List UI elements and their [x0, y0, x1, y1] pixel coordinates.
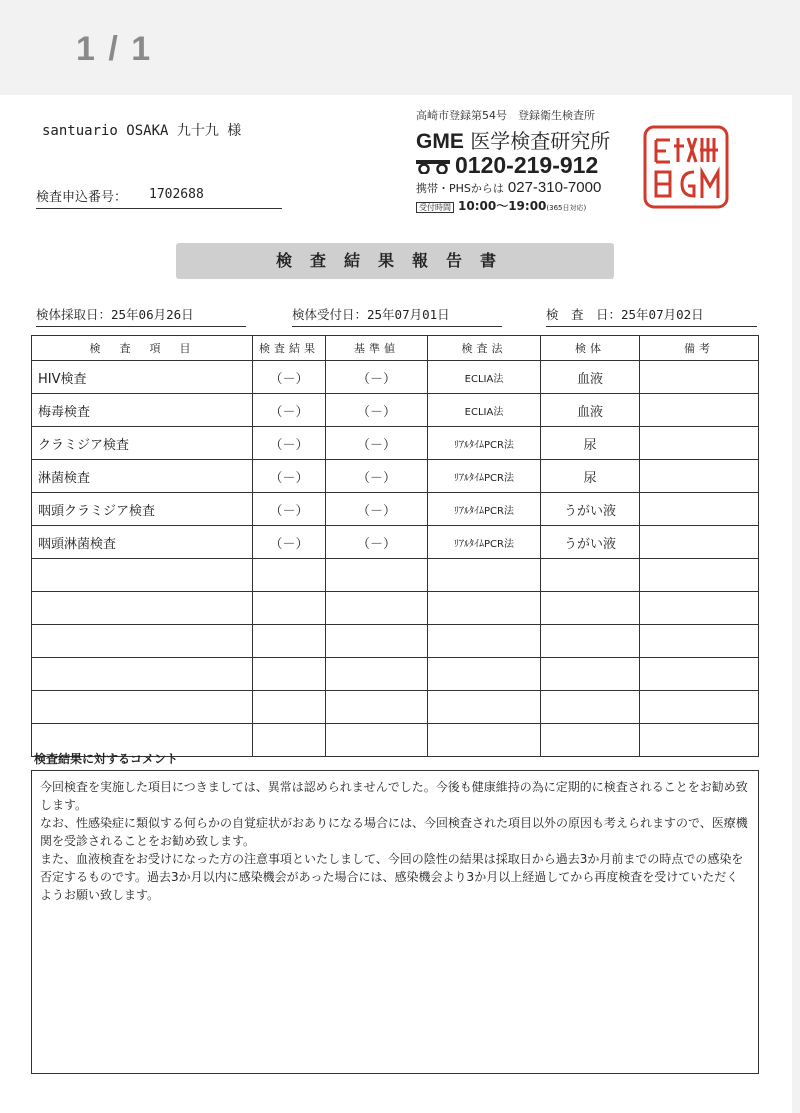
comment-paragraph: 今回検査を実施した項目につきましては、異常は認められませんでした。今後も健康維持の為に定期的に検査されることをお勧め致します。 — [40, 780, 748, 812]
cell-standard: （－） — [326, 493, 428, 526]
comment-label: 検査結果に対するコメント — [34, 752, 179, 766]
empty-cell — [428, 592, 541, 625]
empty-row — [32, 691, 759, 724]
comment-paragraph: なお、性感染症に類似する何らかの自覚症状がおありになる場合には、今回検査された項目以外の原因も考えられますので、医療機関を受診されることをお勧め致します。 — [40, 816, 748, 848]
empty-cell — [253, 658, 326, 691]
empty-cell — [428, 724, 541, 757]
empty-cell — [253, 592, 326, 625]
empty-cell — [541, 658, 640, 691]
lab-hours — [416, 197, 616, 214]
table-row — [32, 361, 759, 394]
cell-method: ECLIA法 — [428, 361, 541, 394]
empty-cell — [428, 691, 541, 724]
empty-cell — [428, 658, 541, 691]
cell-note — [640, 427, 759, 460]
cell-item: 咽頭淋菌検査 — [32, 526, 253, 559]
hours-time: 10:00〜19:00 — [458, 199, 547, 213]
cell-item: HIV検査 — [32, 361, 253, 394]
lab-mobile-label: 携帯・PHSからは — [416, 182, 504, 195]
cell-method: ﾘｱﾙﾀｲﾑPCR法 — [428, 526, 541, 559]
lab-name-rest: 医学検査研究所 — [470, 129, 611, 153]
cell-note — [640, 493, 759, 526]
empty-cell — [253, 625, 326, 658]
empty-cell — [253, 724, 326, 757]
cell-result: （－） — [253, 361, 326, 394]
empty-cell — [640, 625, 759, 658]
empty-row — [32, 625, 759, 658]
empty-cell — [640, 724, 759, 757]
cell-method: ﾘｱﾙﾀｲﾑPCR法 — [428, 460, 541, 493]
cell-result: （－） — [253, 526, 326, 559]
cell-result: （－） — [253, 394, 326, 427]
cell-specimen: うがい液 — [541, 493, 640, 526]
header-method: 検査法 — [428, 336, 541, 361]
cell-result: （－） — [253, 427, 326, 460]
empty-cell — [541, 691, 640, 724]
table-row — [32, 394, 759, 427]
cell-note — [640, 394, 759, 427]
empty-cell — [640, 592, 759, 625]
cell-item: 梅毒検査 — [32, 394, 253, 427]
header-item: 検 査 項 目 — [32, 336, 253, 361]
empty-cell — [326, 691, 428, 724]
comment-box — [31, 770, 759, 1074]
empty-cell — [253, 691, 326, 724]
table-row — [32, 526, 759, 559]
empty-cell — [32, 559, 253, 592]
empty-cell — [32, 592, 253, 625]
empty-cell — [541, 625, 640, 658]
cell-specimen: うがい液 — [541, 526, 640, 559]
application-number-label: 検査申込番号： — [36, 190, 128, 205]
hours-badge: 受付時間 — [416, 202, 454, 213]
header-result: 検査結果 — [253, 336, 326, 361]
empty-cell — [253, 559, 326, 592]
empty-row — [32, 559, 759, 592]
cell-method: ﾘｱﾙﾀｲﾑPCR法 — [428, 427, 541, 460]
empty-cell — [541, 592, 640, 625]
table-row — [32, 493, 759, 526]
table-row — [32, 460, 759, 493]
cell-item: クラミジア検査 — [32, 427, 253, 460]
empty-cell — [326, 559, 428, 592]
cell-item: 淋菌検査 — [32, 460, 253, 493]
cell-standard: （－） — [326, 427, 428, 460]
empty-cell — [32, 625, 253, 658]
empty-cell — [640, 559, 759, 592]
cell-item: 咽頭クラミジア検査 — [32, 493, 253, 526]
empty-cell — [32, 691, 253, 724]
cell-method: ﾘｱﾙﾀｲﾑPCR法 — [428, 493, 541, 526]
empty-cell — [326, 658, 428, 691]
empty-cell — [428, 559, 541, 592]
application-number: 1702688 — [149, 187, 204, 202]
cell-specimen: 尿 — [541, 460, 640, 493]
empty-cell — [640, 691, 759, 724]
application-number-line — [36, 186, 282, 209]
cell-specimen: 血液 — [541, 361, 640, 394]
empty-cell — [640, 658, 759, 691]
table-row — [32, 427, 759, 460]
cell-method: ECLIA法 — [428, 394, 541, 427]
page-indicator: 1 / 1 — [76, 30, 153, 68]
empty-cell — [326, 724, 428, 757]
results-table — [31, 335, 759, 757]
cell-result: （－） — [253, 493, 326, 526]
lab-name — [416, 125, 616, 154]
freedial-icon — [416, 160, 450, 174]
header-specimen: 検体 — [541, 336, 640, 361]
header-standard: 基準値 — [326, 336, 428, 361]
lab-phone — [416, 152, 616, 179]
table-header-row — [32, 336, 759, 361]
test-date: 検 査 日：25年07月02日 — [546, 305, 757, 327]
customer-name: santuario OSAKA 九十九 様 — [42, 123, 242, 139]
collection-date: 検体採取日：25年06月26日 — [36, 305, 246, 327]
empty-cell — [326, 625, 428, 658]
cell-note — [640, 361, 759, 394]
empty-cell — [428, 625, 541, 658]
cell-note — [640, 526, 759, 559]
lab-mobile-number: 027-310-7000 — [507, 179, 602, 196]
empty-cell — [541, 559, 640, 592]
cell-standard: （－） — [326, 526, 428, 559]
lab-registration: 高崎市登録第54号 登録衛生検査所 — [416, 109, 595, 122]
lab-phone-number: 0120-219-912 — [455, 152, 599, 178]
empty-row — [32, 592, 759, 625]
cell-standard: （－） — [326, 394, 428, 427]
cell-standard: （－） — [326, 361, 428, 394]
report-title: 検査結果報告書 — [176, 243, 614, 279]
comment-paragraph: また、血液検査をお受けになった方の注意事項といたしまして、今回の陰性の結果は採取日から過去3か月前までの時点での感染を否定するものです。過去3か月以内に感染機会があった場合には、感染機会より3か月以上経過してから再度検査を受けていただくようお願い致します。 — [40, 852, 744, 902]
empty-cell — [32, 658, 253, 691]
company-seal-icon — [642, 124, 730, 210]
cell-specimen: 尿 — [541, 427, 640, 460]
header-note: 備考 — [640, 336, 759, 361]
empty-cell — [541, 724, 640, 757]
empty-row — [32, 658, 759, 691]
lab-info — [416, 107, 616, 214]
cell-note — [640, 460, 759, 493]
empty-cell — [326, 592, 428, 625]
hours-note: (365日対応) — [546, 204, 587, 212]
cell-standard: （－） — [326, 460, 428, 493]
lab-brand: GME — [416, 130, 464, 153]
cell-result: （－） — [253, 460, 326, 493]
cell-specimen: 血液 — [541, 394, 640, 427]
received-date: 検体受付日：25年07月01日 — [292, 305, 502, 327]
lab-mobile — [416, 179, 616, 196]
